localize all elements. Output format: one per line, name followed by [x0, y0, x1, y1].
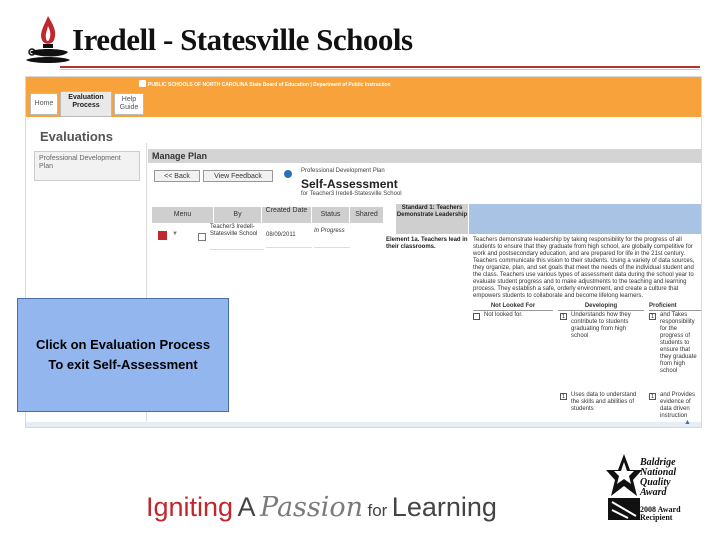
tab-home-label: Home — [34, 100, 54, 107]
not-looked-for-text: Not looked for. — [484, 312, 523, 318]
award-line-1: Baldrige — [640, 457, 676, 468]
row-status: In Progress — [314, 224, 350, 248]
award-year — [640, 506, 681, 522]
developing-text-1: Understands how they contribute to students graduating from high school — [571, 312, 631, 339]
row-checkbox[interactable] — [198, 233, 206, 241]
school-logo — [24, 14, 72, 66]
sidebar-item-development-plan[interactable] — [34, 151, 140, 181]
tagline-learning: Learning — [391, 492, 497, 522]
tagline — [146, 492, 497, 523]
manage-plan-bar: Manage Plan — [148, 149, 701, 163]
callout-line-2: To exit Self-Assessment — [48, 357, 198, 372]
tagline-for: for — [367, 501, 388, 520]
tagline-passion: Passion — [260, 492, 364, 523]
plan-status-icon — [284, 170, 292, 178]
element-description: Teachers demonstrate leadership by taking responsibility for the progress of all students to ensure that they graduate from high school, are globally competitive for work and postsecondary education, and are prepared for life in the 21st century. Teachers communicate this vision to their students. Using a variety of data sources, they organize, plan, and set goals that meet the needs of the individual student and the class. Teachers use various types of assessment data during the school year to evaluate student progress and to make adjustments to the teaching and learning process. They establish a safe, orderly environment, and create a culture that empowers students to collaborate and become lifelong learners. — [473, 237, 695, 299]
col-menu: Menu — [152, 207, 214, 223]
instruction-callout — [17, 298, 229, 412]
developing-checkbox-1[interactable]: 1 — [560, 313, 567, 320]
rubric-col-not-looked-for: Not Looked For — [473, 303, 553, 311]
row-menu-icon[interactable] — [158, 231, 167, 240]
tab-evaluation-process[interactable] — [60, 91, 112, 117]
award-star-icon — [604, 452, 644, 524]
award-line-2: National — [640, 467, 677, 478]
tab-evaluation-process-label: Evaluation Process — [68, 94, 104, 109]
baldrige-award-logo — [604, 452, 644, 524]
plan-subtitle: Professional Development Plan — [301, 168, 385, 174]
award-recipient-line: Recipient — [640, 513, 673, 522]
horizontal-scrollbar[interactable] — [26, 422, 701, 427]
proficient-checkbox-1[interactable]: 1 — [649, 313, 656, 320]
header-divider-shadow — [60, 69, 700, 70]
scroll-up-icon[interactable]: ▲ — [684, 419, 691, 426]
proficient-text-2: and Provides evidence of data driven instruction — [660, 392, 696, 419]
lamp-flame-icon — [24, 14, 72, 66]
standard-header-bar — [469, 204, 701, 234]
page-title: Evaluations — [40, 129, 113, 144]
rubric-col-developing: Developing — [558, 303, 644, 311]
row-dropdown-icon[interactable]: ▼ — [172, 231, 178, 237]
award-line-3: Quality — [640, 477, 671, 488]
tab-home[interactable] — [30, 93, 58, 115]
state-seal-icon — [139, 80, 146, 87]
not-looked-for-checkbox[interactable] — [473, 313, 480, 320]
sidebar-item-label: Professional Development Plan — [39, 155, 121, 170]
award-year-line: 2008 Award — [640, 505, 681, 514]
view-feedback-button[interactable]: View Feedback — [203, 170, 273, 182]
callout-line-1: Click on Evaluation Process — [35, 337, 211, 352]
col-status: Status — [312, 207, 350, 223]
award-name — [640, 458, 676, 498]
developing-checkbox-2[interactable]: 1 — [560, 393, 567, 400]
element-title: Element 1a. Teachers lead in their classrooms. — [386, 237, 468, 250]
header-divider — [60, 66, 700, 68]
col-created-date: Created Date — [262, 207, 312, 223]
developing-text-2: Uses data to understand the skills and abilities of students — [571, 392, 637, 412]
proficient-checkbox-2[interactable]: 1 — [649, 393, 656, 400]
school-name: Iredell - Statesville Schools — [72, 22, 413, 57]
back-button[interactable]: << Back — [154, 170, 200, 182]
standard-header: Standard 1: Teachers Demonstrate Leadership — [396, 204, 468, 234]
award-line-4: Award — [640, 487, 667, 498]
row-by: Teacher3 Iredell-Statesville School — [210, 224, 264, 250]
plan-title: Self-Assessment — [301, 177, 398, 191]
tagline-igniting: Igniting — [146, 492, 234, 522]
tab-help-guide[interactable] — [114, 93, 144, 115]
plan-owner: for Teacher3 Iredell-Statesville School — [301, 191, 402, 197]
row-created-date: 08/09/2011 — [266, 224, 312, 248]
rubric-col-proficient: Proficient — [649, 303, 701, 311]
proficient-text-1: and Takes responsibility for the progress of students to ensure that they graduate from high school — [660, 312, 697, 374]
banner-text: PUBLIC SCHOOLS OF NORTH CAROLINA State Board of Education | Department of Public Instruction — [148, 82, 391, 88]
col-shared: Shared — [350, 207, 384, 223]
tagline-a: A — [237, 492, 256, 522]
tab-help-guide-label: Help Guide — [119, 96, 139, 111]
col-by: By — [214, 207, 262, 223]
